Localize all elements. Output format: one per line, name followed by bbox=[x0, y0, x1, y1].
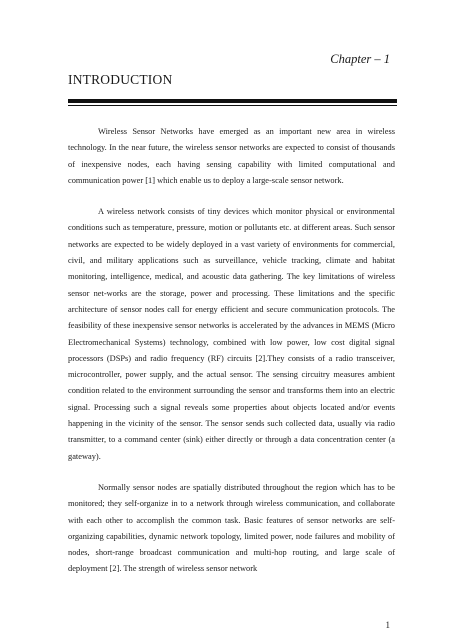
page-number: 1 bbox=[385, 620, 390, 630]
chapter-label: Chapter – 1 bbox=[330, 52, 390, 66]
page-title: INTRODUCTION bbox=[68, 72, 173, 87]
paragraph-1: Wireless Sensor Networks have emerged as an important new area in wireless technology. In the near future, the wireless sensor networks are expected to consist of thousands of inexpensive nodes, each having sensing capability with limited computational and communication power [1] which enable us to deploy a large-scale sensor network. bbox=[68, 127, 395, 185]
body-text bbox=[68, 124, 395, 593]
title-rule-thin bbox=[68, 105, 397, 106]
paragraph-3: Normally sensor nodes are spatially distributed throughout the region which has to be monitored; they self-organize in to a network through wireless communication, and collaborate with each other to accomplish the common task. Basic features of sensor networks are self-organizing capabilities, dynamic network topology, limited power, node failures and mobility of nodes, short-range broadcast communication and multi-hop routing, and large scale of deployment [2]. The strength of wireless sensor network bbox=[68, 482, 395, 574]
title-rule-thick bbox=[68, 99, 397, 103]
paragraph-2: A wireless network consists of tiny devices which monitor physical or environmental conditions such as temperature, pressure, motion or pollutants etc. at different areas. Such sensor networks are expected to be widely deployed in a vast variety of environments for commercial, civil, and military applications such as surveillance, vehicle tracking, climate and habitat monitoring, intelligence, medical, and acoustic data gathering. The key limitations of wireless sensor net-works are the storage, power and processing. These limitations and the specific architecture of sensor nodes call for energy efficient and secure communication protocols. The feasibility of these inexpensive sensor networks is accelerated by the advances in MEMS (Micro Electromechanical Systems) technology, combined with low power, low cost digital signal processors (DSPs) and radio frequency (RF) circuits [2].They consists of a radio transceiver, microcontroller, power supply, and the actual sensor. The sensing circuitry measures ambient condition related to the environment surrounding the sensor and transforms them into an electric signal. Processing such a signal reveals some properties about objects located and/or events happening in the vicinity of the sensor. The sensor sends such collected data, usually via radio transmitter, to a command center (sink) either directly or through a data concentration center (a gateway). bbox=[68, 207, 395, 461]
